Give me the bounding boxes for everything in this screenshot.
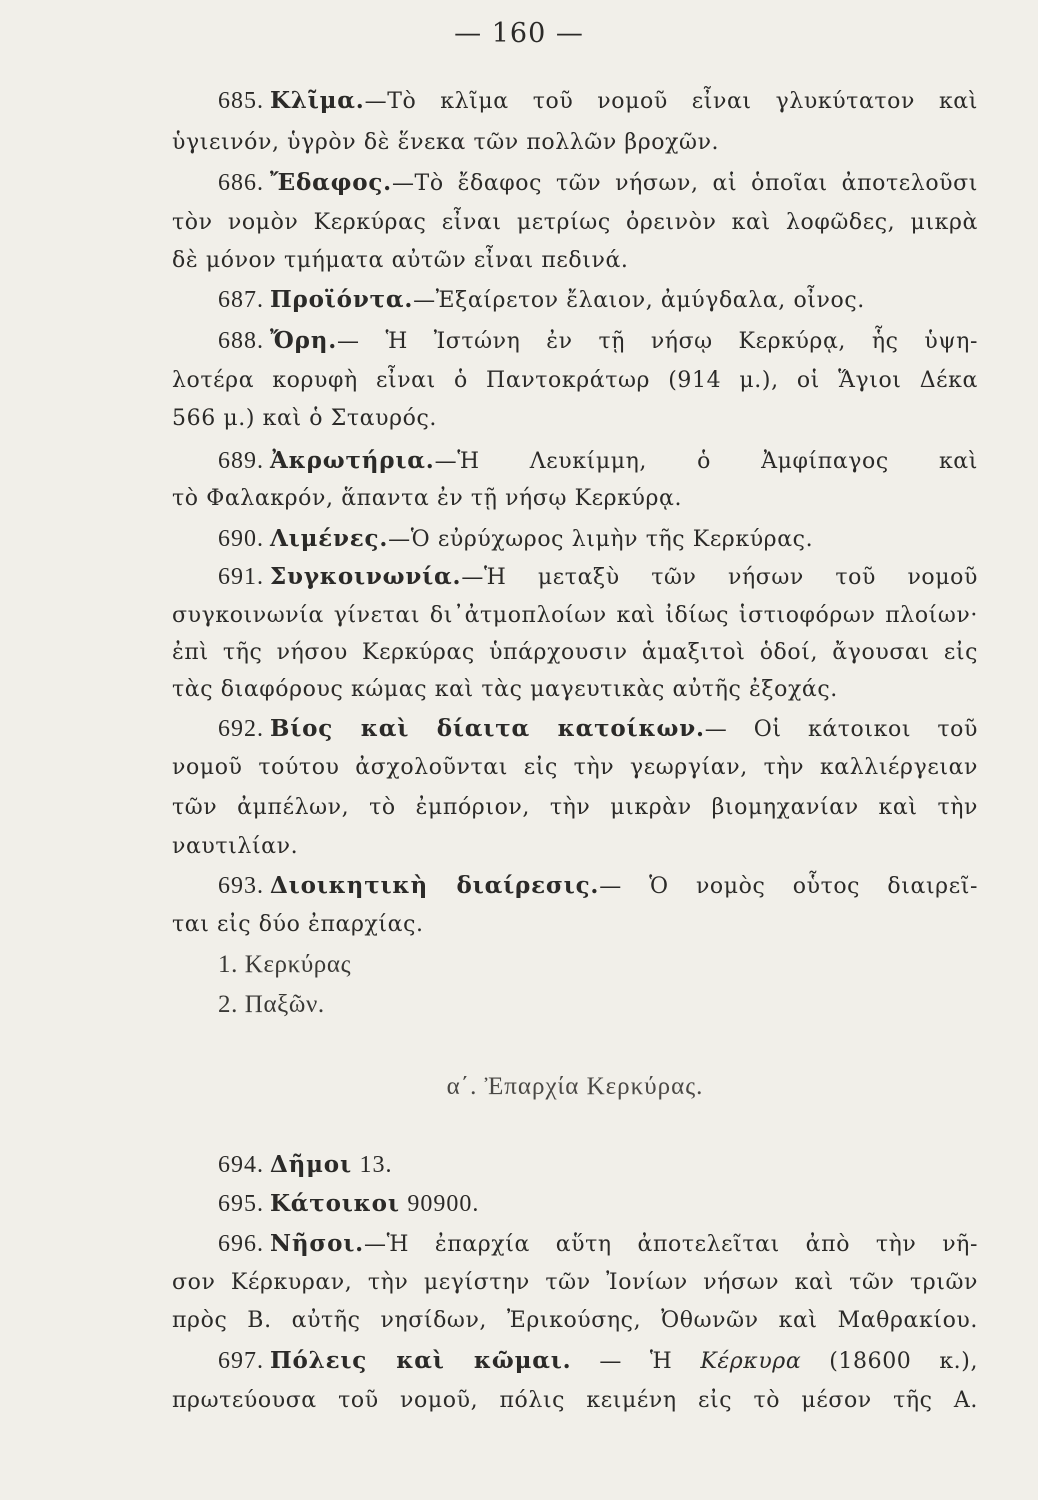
paragraph-heading: Συγκοινωνία. (270, 563, 462, 590)
paragraph-695-line-1 (218, 1189, 978, 1220)
paragraph-heading: Βίος καὶ δίαιτα κατοίκων. (270, 715, 705, 742)
paragraph-692-line-2: νομοῦ τούτου ἀσχολοῦνται εἰς τὴν γεωργίαν, τὴν καλλιέργειαν (172, 755, 978, 780)
paragraph-688-line-3: 566 μ.) καὶ ὁ Σταυρός. (172, 406, 437, 431)
paragraph-691-line-2: συγκοινωνία γίνεται δι᾽ἀτμοπλοίων καὶ ἰδίως ἱστιοφόρων πλοίων· (172, 603, 978, 628)
paragraph-696-line-1 (218, 1229, 978, 1260)
paragraph-692-line-1 (218, 714, 978, 745)
paragraph-688-line-2: λοτέρα κορυφὴ εἶναι ὁ Παντοκράτωρ (914 μ.), οἱ Ἅγιοι Δέκα (172, 368, 978, 393)
paragraph-number: 690. (218, 526, 264, 552)
paragraph-number: 697. (218, 1348, 264, 1374)
paragraph-697-line-1 (218, 1346, 978, 1377)
paragraph-text: —Ἡ Λευκίμμη, ὁ Ἀμφίπαγος καὶ (434, 449, 978, 474)
paragraph-text: —Ἡ ἐπαρχία αὕτη ἀποτελεῖται ἀπὸ τὴν νῆ- (363, 1232, 978, 1257)
paragraph-696-line-2: σον Κέρκυραν, τὴν μεγίστην τῶν Ἰονίων νήσων καὶ τῶν τριῶν (172, 1270, 978, 1295)
paragraph-text: 90900. (407, 1191, 480, 1217)
paragraph-heading: Προϊόντα. (270, 286, 414, 313)
city-name: Κέρκυρα (700, 1349, 802, 1374)
paragraph-number: 692. (218, 716, 264, 742)
paragraph-686-line-3: δὲ μόνον τμήματα αὐτῶν εἶναι πεδινά. (172, 248, 629, 273)
paragraph-heading: Ὄρη. (270, 327, 338, 354)
paragraph-heading: Ἔδαφος. (270, 169, 392, 196)
paragraph-number: 685. (218, 88, 264, 114)
paragraph-heading: Κάτοικοι (270, 1190, 400, 1217)
paragraph-number: 695. (218, 1191, 264, 1217)
paragraph-689-line-2: τὸ Φαλακρόν, ἅπαντα ἐν τῇ νήσῳ Κερκύρᾳ. (172, 486, 683, 511)
paragraph-text: — Ἡ (599, 1349, 673, 1374)
paragraph-heading: Διοικητικὴ διαίρεσις. (270, 872, 600, 899)
paragraph-688-line-1 (218, 326, 978, 357)
paragraph-text: 13. (359, 1152, 393, 1178)
paragraph-685-line-1 (218, 86, 978, 117)
paragraph-text: —Τὸ ἔδαφος τῶν νήσων, αἱ ὁποῖαι ἀποτελοῦσι (391, 171, 978, 196)
paragraph-685-line-2: ὑγιεινόν, ὑγρὸν δὲ ἕνεκα τῶν πολλῶν βροχῶν. (172, 130, 720, 155)
paragraph-number: 689. (218, 448, 264, 474)
paragraph-text: —Ὁ εὐρύχωρος λιμὴν τῆς Κερκύρας. (388, 527, 814, 552)
paragraph-number: 691. (218, 564, 264, 590)
paragraph-text: —Τὸ κλῖμα τοῦ νομοῦ εἶναι γλυκύτατον καὶ (364, 89, 978, 114)
paragraph-692-line-3: τῶν ἀμπέλων, τὸ ἐμπόριον, τὴν μικρὰν βιομηχανίαν καὶ τὴν (172, 795, 978, 820)
paragraph-number: 694. (218, 1152, 264, 1178)
paragraph-heading: Δῆμοι (270, 1151, 352, 1178)
paragraph-heading: Νῆσοι. (270, 1230, 364, 1257)
paragraph-686-line-1 (218, 168, 978, 199)
paragraph-689-line-1 (218, 446, 978, 477)
paragraph-690-line-1 (218, 524, 978, 555)
paragraph-heading: Ἀκρωτήρια. (270, 447, 435, 474)
paragraph-693-line-1 (218, 871, 978, 902)
paragraph-heading: Πόλεις καὶ κῶμαι. (270, 1347, 572, 1374)
paragraph-692-line-4: ναυτιλίαν. (172, 834, 299, 859)
paragraph-686-line-2: τὸν νομὸν Κερκύρας εἶναι μετρίως ὀρεινὸν καὶ λοφῶδες, μικρὰ (172, 210, 978, 235)
paragraph-heading: Λιμένες. (270, 525, 389, 552)
paragraph-text: —Ἡ μεταξὺ τῶν νήσων τοῦ νομοῦ (461, 565, 978, 590)
paragraph-691-line-1 (218, 562, 978, 593)
paragraph-694-line-1 (218, 1150, 978, 1181)
paragraph-heading: Κλῖμα. (270, 87, 365, 114)
paragraph-687-line-1 (218, 285, 978, 316)
paragraph-number: 688. (218, 328, 264, 354)
paragraph-text: — Ὁ νομὸς οὗτος διαιρεῖ- (599, 874, 978, 899)
list-item-1: 1. Κερκύρας (218, 951, 352, 978)
paragraph-text: —Ἐξαίρετον ἔλαιον, ἀμύγδαλα, οἶνος. (413, 288, 865, 313)
section-title: α΄. Ἐπαρχία Κερκύρας. (446, 1073, 704, 1100)
paragraph-text: — Οἱ κάτοικοι τοῦ (704, 717, 978, 742)
list-item-2: 2. Παξῶν. (218, 991, 325, 1018)
paragraph-number: 693. (218, 873, 264, 899)
paragraph-691-line-3: ἐπὶ τῆς νήσου Κερκύρας ὑπάρχουσιν ἁμαξιτοὶ ὁδοί, ἄγουσαι εἰς (172, 640, 978, 665)
paragraph-text: — Ἡ Ἰστώνη ἐν τῇ νήσῳ Κερκύρᾳ, ἧς ὑψη- (337, 329, 978, 354)
paragraph-696-line-3: πρὸς Β. αὐτῆς νησίδων, Ἐρικούσης, Ὀθωνῶν καὶ Μαθρακίου. (172, 1308, 978, 1333)
paragraph-697-line-2: πρωτεύουσα τοῦ νομοῦ, πόλις κειμένη εἰς τὸ μέσον τῆς Α. (172, 1388, 978, 1413)
page-number: — 160 — (454, 18, 584, 49)
paragraph-693-line-2: ται εἰς δύο ἐπαρχίας. (172, 912, 424, 937)
paragraph-number: 687. (218, 287, 264, 313)
paragraph-number: 686. (218, 170, 264, 196)
paragraph-691-line-4: τὰς διαφόρους κώμας καὶ τὰς μαγευτικὰς αὐτῆς ἐξοχάς. (172, 677, 838, 702)
population-text: (18600 κ.), (829, 1349, 979, 1374)
paragraph-number: 696. (218, 1231, 264, 1257)
